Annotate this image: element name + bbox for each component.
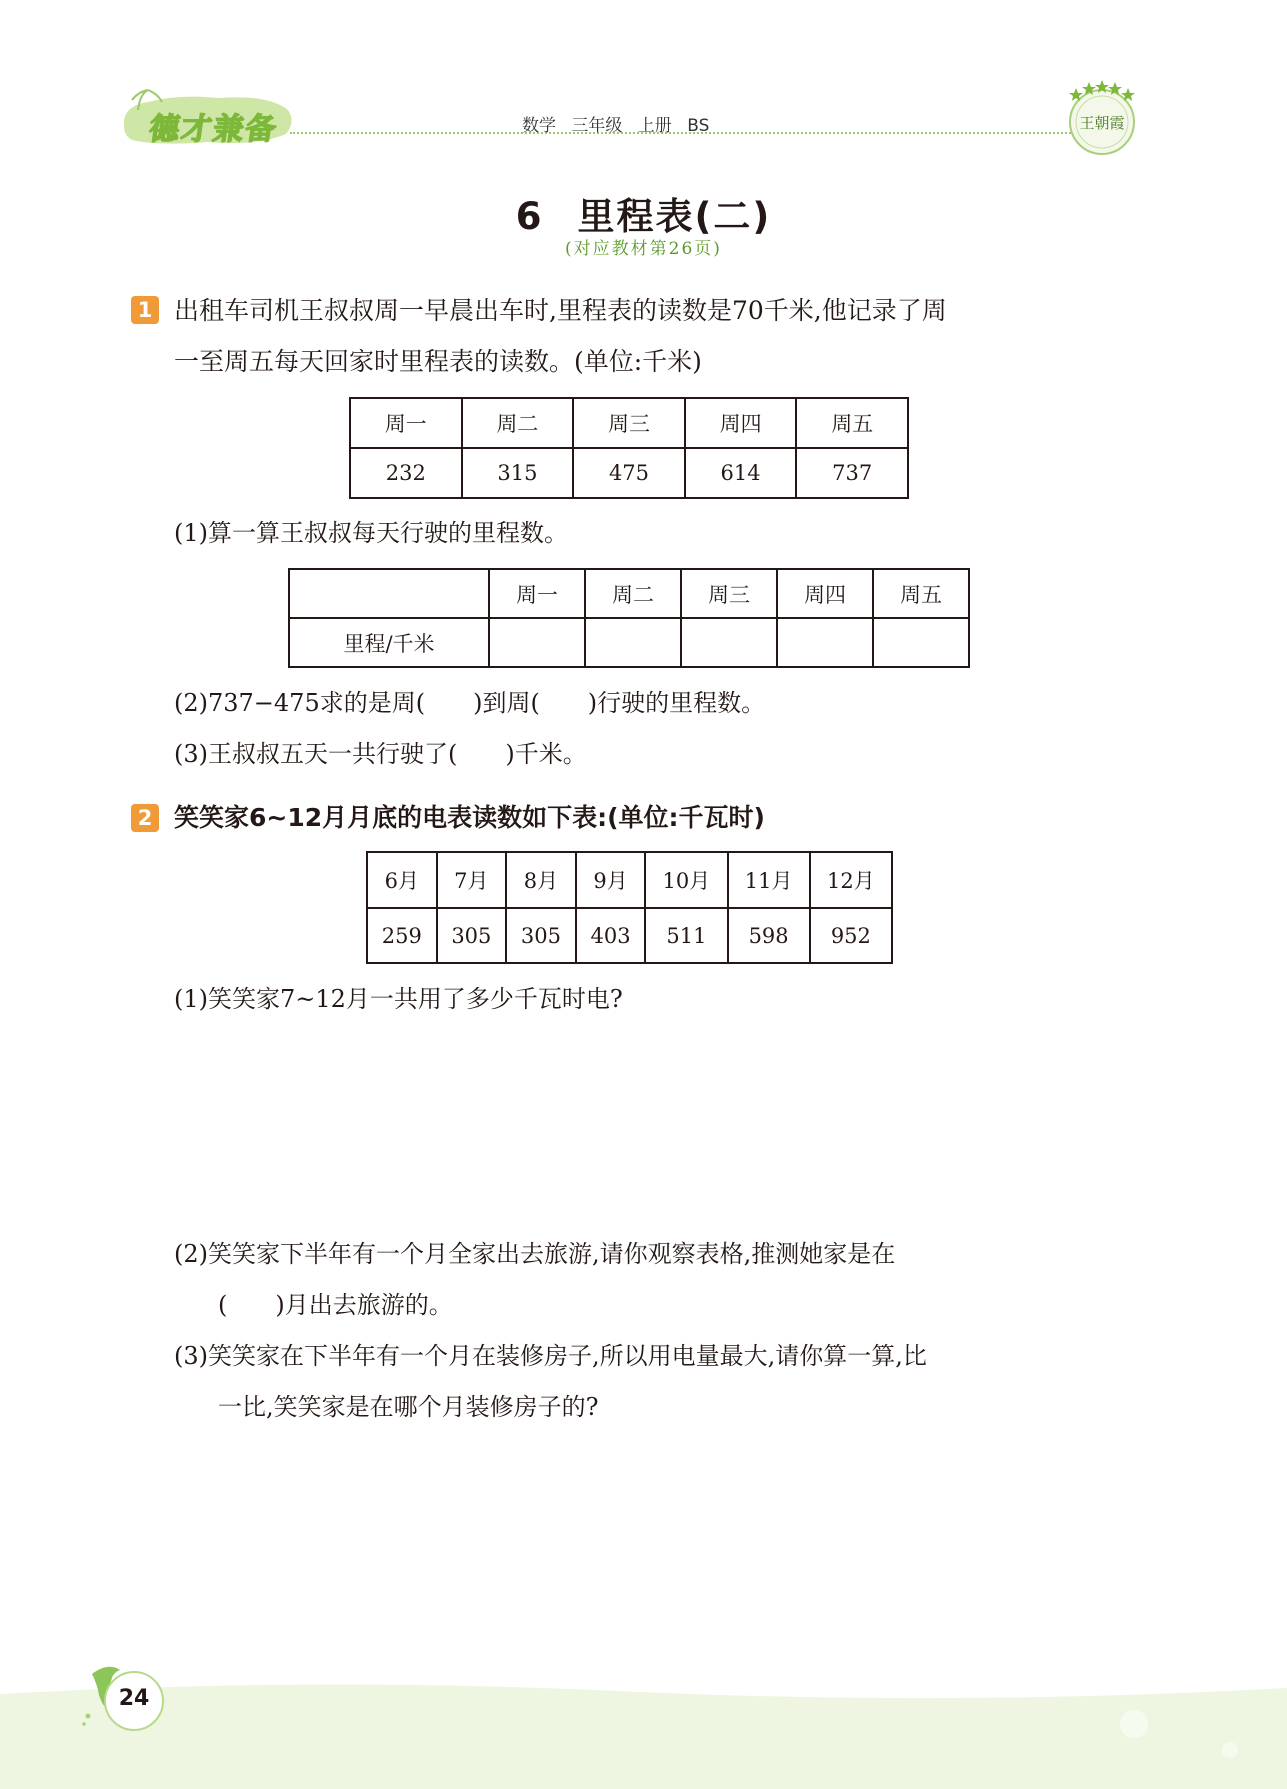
table-cell: 315: [462, 448, 574, 498]
table-cell: 511: [645, 908, 727, 963]
table-header: 周五: [796, 398, 908, 448]
question-1-sub2: (2)737−475求的是周( )到周( )行驶的里程数。: [174, 689, 766, 717]
question-1-badge: 1: [131, 296, 159, 324]
lesson-title: [0, 186, 1287, 240]
table-cell: 305: [437, 908, 507, 963]
table-row-label: 里程/千米: [289, 618, 489, 667]
question-2-text: 笑笑家6~12月月底的电表读数如下表:(单位:千瓦时): [174, 803, 765, 832]
table-header: 周二: [585, 569, 681, 618]
header-meta: 数学 三年级 上册 BS: [522, 116, 710, 136]
question-2-sub3-line2: 一比,笑笑家是在哪个月装修房子的?: [218, 1393, 599, 1421]
brand-logo: 德才兼备: [147, 112, 280, 147]
table-header: 周三: [573, 398, 685, 448]
table-cell: 259: [367, 908, 437, 963]
table-cell: 952: [810, 908, 892, 963]
table-cell: 232: [350, 448, 462, 498]
question-2-sub1: (1)笑笑家7~12月一共用了多少千瓦时电?: [174, 985, 623, 1013]
lesson-number: 6: [515, 195, 544, 238]
answer-cell[interactable]: [681, 618, 777, 667]
question-2-sub2-line2: ( )月出去旅游的。: [218, 1291, 453, 1319]
table-header: 12月: [810, 852, 892, 908]
electricity-table: [366, 851, 893, 964]
table-header: 周四: [777, 569, 873, 618]
lesson-title-text: 里程表(二): [577, 195, 772, 238]
question-1-text-line1: 出租车司机王叔叔周一早晨出车时,里程表的读数是70千米,他记录了周: [174, 296, 947, 325]
table-header: 9月: [576, 852, 646, 908]
table-header: 6月: [367, 852, 437, 908]
daily-mileage-table: [288, 568, 970, 668]
table-cell: 475: [573, 448, 685, 498]
table-header: 10月: [645, 852, 727, 908]
table-cell: 614: [685, 448, 797, 498]
table-header: 7月: [437, 852, 507, 908]
table-header: 8月: [506, 852, 576, 908]
answer-cell[interactable]: [489, 618, 585, 667]
table-header: 周四: [685, 398, 797, 448]
table-cell: 737: [796, 448, 908, 498]
question-1-text-line2: 一至周五每天回家时里程表的读数。(单位:千米): [174, 347, 702, 376]
answer-cell[interactable]: [777, 618, 873, 667]
table-header: 周一: [489, 569, 585, 618]
page-number: 24: [118, 1686, 150, 1711]
seal-text: 王朝霞: [1079, 114, 1125, 132]
table-cell: 305: [506, 908, 576, 963]
footer-decoration: [0, 1680, 1287, 1789]
table-cell: 403: [576, 908, 646, 963]
table-header: 11月: [728, 852, 810, 908]
table-header: 周二: [462, 398, 574, 448]
table-header: 周五: [873, 569, 969, 618]
answer-space[interactable]: [174, 1030, 1134, 1230]
answer-cell[interactable]: [585, 618, 681, 667]
answer-cell[interactable]: [873, 618, 969, 667]
question-2-sub2-line1: (2)笑笑家下半年有一个月全家出去旅游,请你观察表格,推测她家是在: [174, 1240, 896, 1268]
table-corner: [289, 569, 489, 618]
table-cell: 598: [728, 908, 810, 963]
author-seal-icon: [1062, 78, 1142, 162]
odometer-table: [349, 397, 909, 499]
question-1-sub3: (3)王叔叔五天一共行驶了( )千米。: [174, 740, 587, 768]
table-header: 周三: [681, 569, 777, 618]
lesson-subtitle: (对应教材第26页): [565, 239, 722, 259]
question-2-sub3-line1: (3)笑笑家在下半年有一个月在装修房子,所以用电量最大,请你算一算,比: [174, 1342, 927, 1370]
question-1-sub1: (1)算一算王叔叔每天行驶的里程数。: [174, 519, 568, 547]
table-header: 周一: [350, 398, 462, 448]
question-2-badge: 2: [131, 804, 159, 832]
